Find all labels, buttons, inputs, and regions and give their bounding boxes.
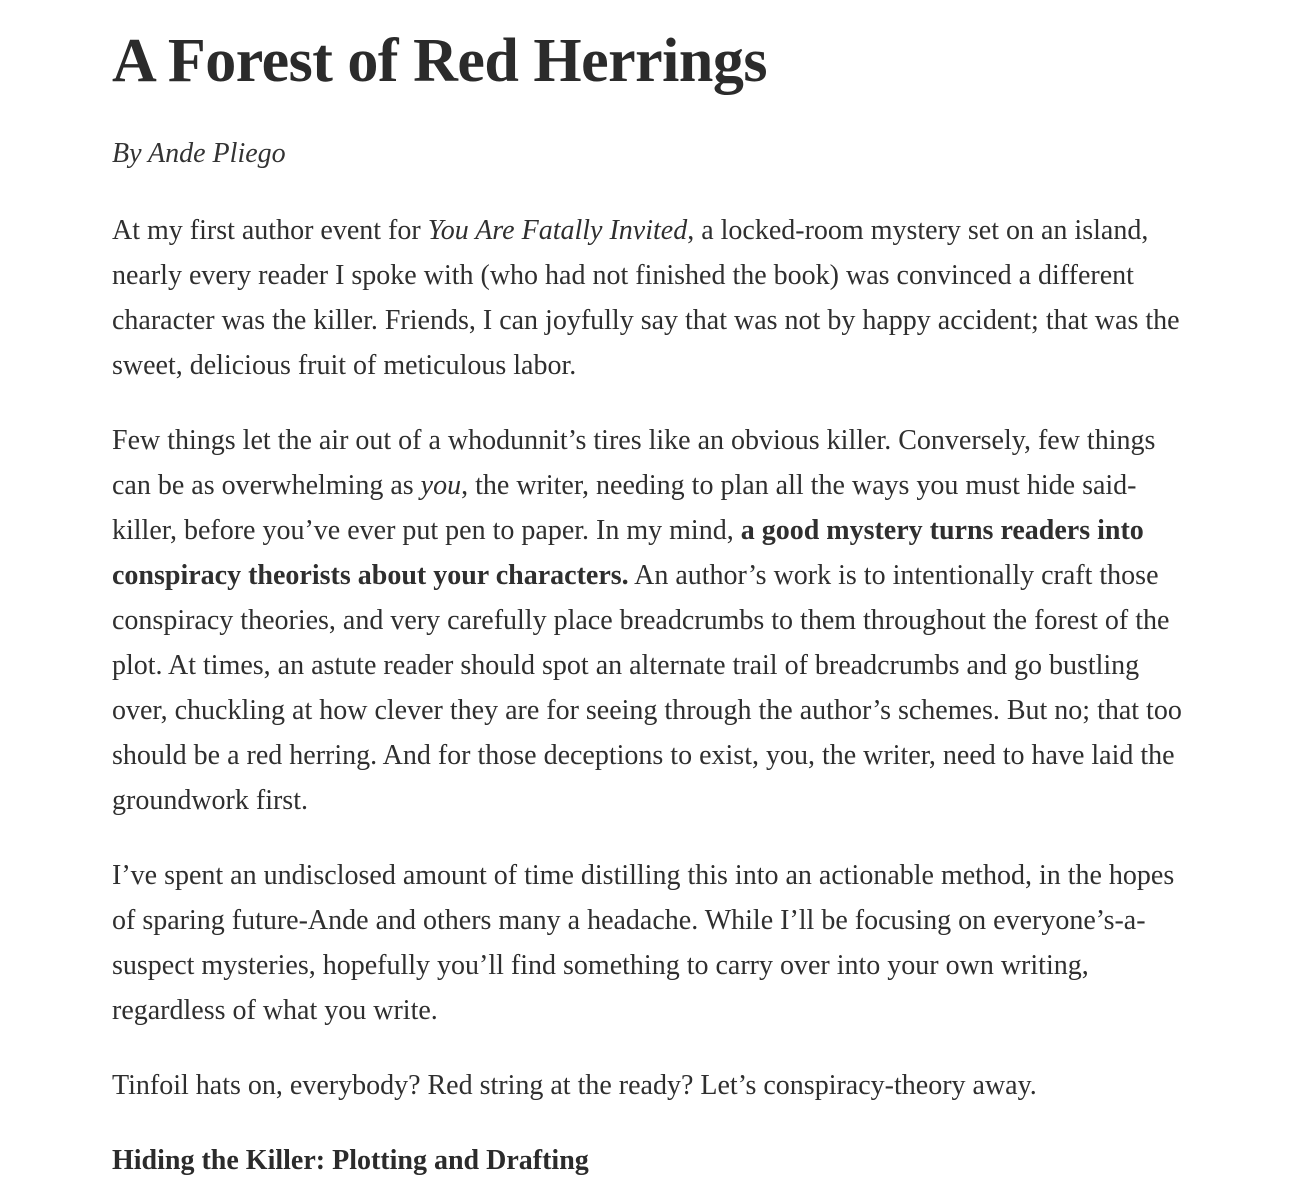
body-paragraph-4: Tinfoil hats on, everybody? Red string at the ready? Let’s conspiracy-theory away.: [112, 1070, 1037, 1101]
article-title: A Forest of Red Herrings: [112, 27, 767, 95]
intro-text-before: At my first author event for: [112, 215, 428, 246]
body-paragraph-2: [112, 418, 1197, 823]
author-byline: By Ande Pliego: [112, 138, 286, 169]
section-heading: Hiding the Killer: Plotting and Drafting: [112, 1145, 589, 1176]
book-title: You Are Fatally Invited: [427, 215, 688, 246]
p2-bold-statement: a good mystery turns readers into conspiracy theorists about your characters.: [112, 515, 1144, 591]
p2-text-middle: , the writer, needing to plan all the ways you must hide said-killer, before you’ve ever put pen to paper. In my mind,: [112, 470, 1137, 546]
p2-text-before: Few things let the air out of a whodunnit’s tires like an obvious killer. Conversely, few things can be as overwhelming as: [112, 425, 1156, 501]
article: [112, 0, 1197, 1183]
p2-text-after: An author’s work is to intentionally craft those conspiracy theories, and very carefully place breadcrumbs to them throughout the forest of the plot. At times, an astute reader should spot an alternate trail of breadcrumbs and go bustling over, chuckling at how clever they are for seeing through the author’s schemes. But no; that too should be a red herring. And for those deceptions to exist, you, the writer, need to have laid the groundwork first.: [112, 560, 1182, 816]
intro-paragraph: [112, 208, 1197, 388]
intro-text-after: , a locked-room mystery set on an island, nearly every reader I spoke with (who had not finished the book) was convinced a different character was the killer. Friends, I can joyfully say that was not by happy accident; that was the sweet, delicious fruit of meticulous labor.: [112, 215, 1180, 381]
body-paragraph-3: I’ve spent an undisclosed amount of time distilling this into an actionable method, in the hopes of sparing future-Ande and others many a headache. While I’ll be focusing on everyone’s-a-suspect mysteries, hopefully you’ll find something to carry over into your own writing, regardless of what you write.: [112, 860, 1175, 1026]
p2-emphasis: you: [420, 470, 462, 501]
